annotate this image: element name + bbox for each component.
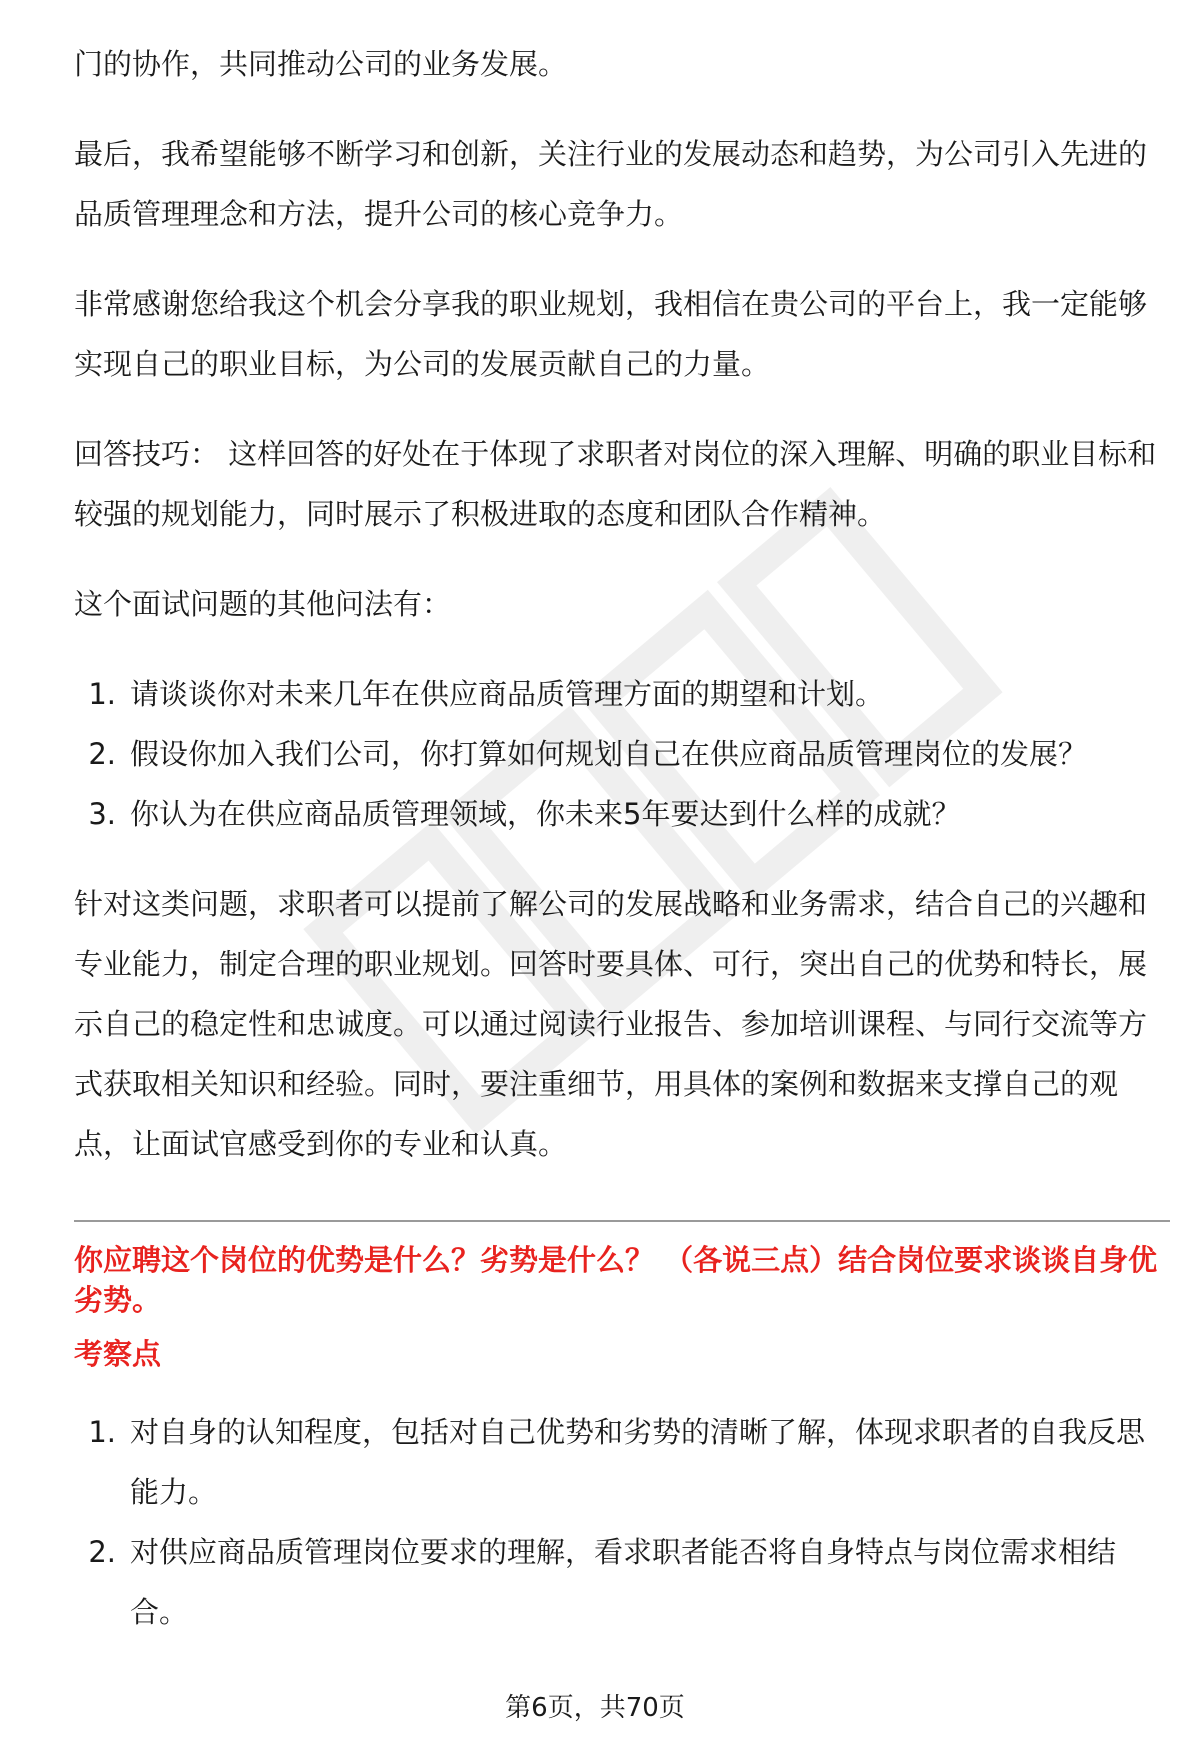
page-footer: 第6页，共70页 [505,1693,685,1723]
list-number: 1. [88,1415,116,1449]
list-number: 2. [88,737,116,771]
alt-questions-intro: 这个面试问题的其他问法有： [74,587,452,621]
advice-paragraph: 针对这类问题，求职者可以提前了解公司的发展战略和业务需求，结合自己的兴趣和专业能力，制定合理的职业规划。回答时要具体、可行，突出自己的优势和特长，展示自己的稳定性和忠诚度。可以通过阅读行业报告、参加培训课程、与同行交流等方式获取相关知识和经验。同时，要注重细节，用具体的案例和数据来支撑自己的观点，让面试官感受到你的专业和认真。 [74,887,1148,1161]
list-item [74,1402,1170,1522]
list-number: 1. [88,677,116,711]
paragraph: 最后，我希望能够不断学习和创新，关注行业的发展动态和趋势，为公司引入先进的品质管理理念和方法，提升公司的核心竞争力。 [74,137,1148,231]
assessment-points-heading: 考察点 [74,1337,162,1371]
paragraph: 非常感谢您给我这个机会分享我的职业规划，我相信在贵公司的平台上，我一定能够实现自己的职业目标，为公司的发展贡献自己的力量。 [74,287,1148,381]
list-number: 2. [88,1535,116,1569]
answer-tip-paragraph: 回答技巧： 这样回答的好处在于体现了求职者对岗位的深入理解、明确的职业目标和较强的规划能力，同时展示了积极进取的态度和团队合作精神。 [74,437,1157,531]
question-heading: 你应聘这个岗位的优势是什么？劣势是什么？ （各说三点）结合岗位要求谈谈自身优劣势。 [74,1243,1158,1317]
list-item [74,784,1170,844]
list-text: 对自身的认知程度，包括对自己优势和劣势的清晰了解，体现求职者的自我反思能力。 [130,1415,1146,1509]
list-text: 请谈谈你对未来几年在供应商品质管理方面的期望和计划。 [130,677,885,711]
assessment-points-list [74,1402,1170,1642]
list-item [74,664,1170,724]
list-text: 你认为在供应商品质管理领域，你未来5年要达到什么样的成就？ [130,797,961,831]
list-number: 3. [88,797,116,831]
alt-questions-list [74,664,1170,844]
list-text: 假设你加入我们公司，你打算如何规划自己在供应商品质管理岗位的发展？ [130,737,1088,771]
list-item [74,1522,1170,1642]
paragraph: 门的协作，共同推动公司的业务发展。 [74,47,568,81]
document-page [74,0,1170,1642]
list-item [74,724,1170,784]
list-text: 对供应商品质管理岗位要求的理解，看求职者能否将自身特点与岗位需求相结合。 [130,1535,1117,1629]
